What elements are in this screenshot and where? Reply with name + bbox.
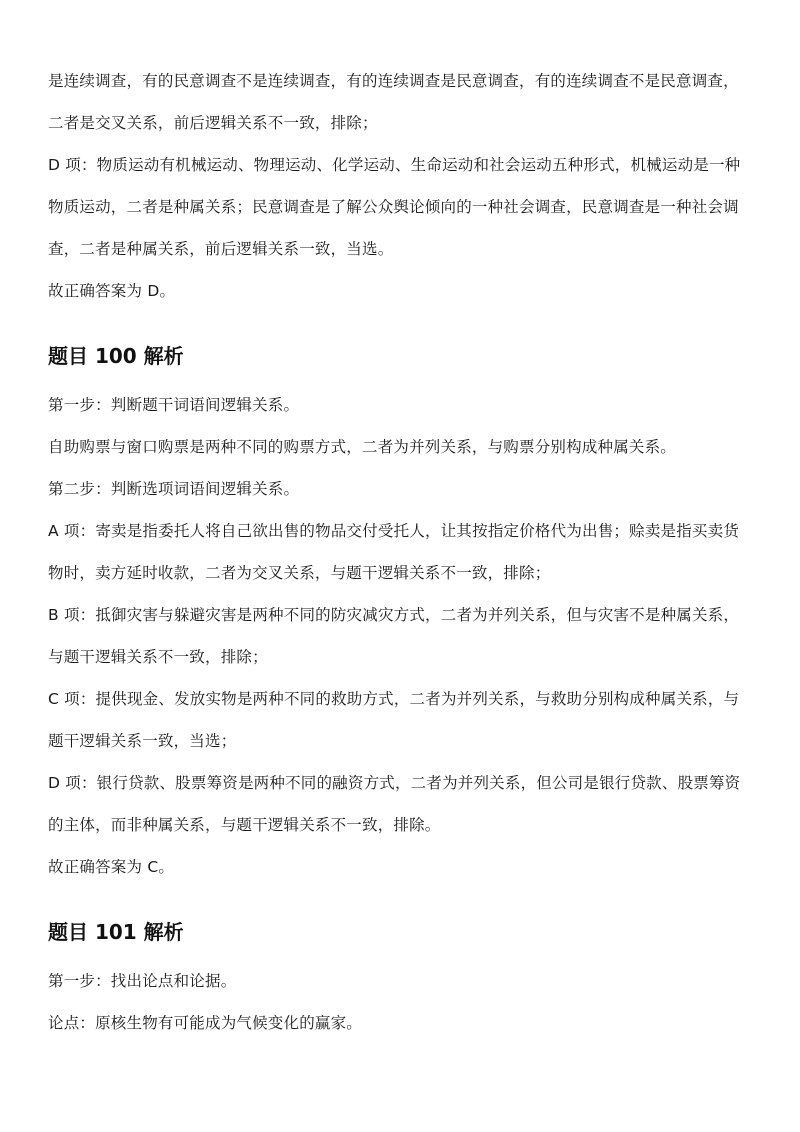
section-continuation <box>48 60 752 312</box>
paragraph: 是连续调查，有的民意调查不是连续调查，有的连续调查是民意调查，有的连续调查不是民意调查，二者是交叉关系，前后逻辑关系不一致，排除； <box>48 72 739 132</box>
paragraph: A 项：寄卖是指委托人将自己欲出售的物品交付受托人，让其按指定价格代为出售；赊卖是指买卖货物时，卖方延时收款，二者为交叉关系，与题干逻辑关系不一致，排除； <box>48 522 740 582</box>
section-heading: 题目 100 解析 <box>48 344 184 368</box>
paragraph: 故正确答案为 D。 <box>48 282 176 300</box>
section-question-100 <box>48 332 752 888</box>
paragraph: 自助购票与窗口购票是两种不同的购票方式，二者为并列关系，与购票分别构成种属关系。 <box>48 438 677 456</box>
section-heading: 题目 101 解析 <box>48 920 184 944</box>
section-question-101 <box>48 908 752 1044</box>
paragraph: C 项：提供现金、发放实物是两种不同的救助方式，二者为并列关系，与救助分别构成种属关系，与题干逻辑关系一致，当选； <box>48 690 740 750</box>
paragraph: D 项：物质运动有机械运动、物理运动、化学运动、生命运动和社会运动五种形式，机械运动是一种物质运动，二者是种属关系；民意调查是了解公众舆论倾向的一种社会调查，民意调查是一种社会调查，二者是种属关系，前后逻辑关系一致，当选。 <box>48 156 741 258</box>
paragraph: D 项：银行贷款、股票筹资是两种不同的融资方式，二者为并列关系，但公司是银行贷款、股票筹资的主体，而非种属关系，与题干逻辑关系不一致，排除。 <box>48 774 741 834</box>
paragraph: 第二步：判断选项词语间逻辑关系。 <box>48 480 300 498</box>
paragraph: 第一步：判断题干词语间逻辑关系。 <box>48 396 300 414</box>
paragraph: 论点：原核生物有可能成为气候变化的赢家。 <box>48 1014 363 1032</box>
paragraph: B 项：抵御灾害与躲避灾害是两种不同的防灾减灾方式，二者为并列关系，但与灾害不是种属关系，与题干逻辑关系不一致，排除； <box>48 606 740 666</box>
paragraph: 故正确答案为 C。 <box>48 858 175 876</box>
paragraph: 第一步：找出论点和论据。 <box>48 972 237 990</box>
